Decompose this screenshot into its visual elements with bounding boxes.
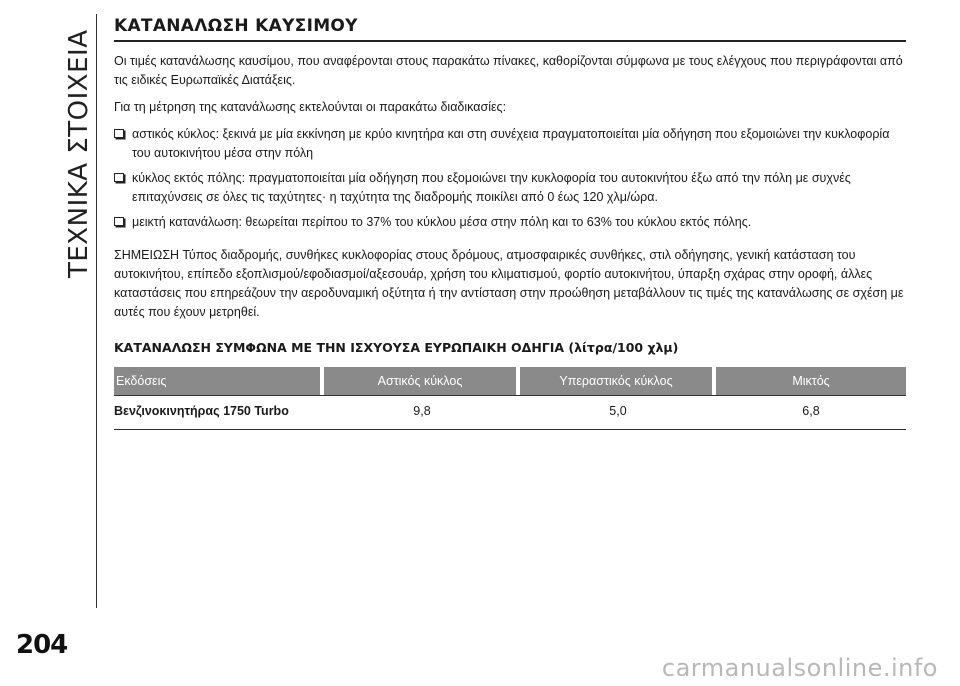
consumption-table (114, 367, 906, 430)
procedures-intro: Για τη μέτρηση της κατανάλωσης εκτελούνται οι παρακάτω διαδικασίες: (114, 100, 507, 114)
bullet-text: αστικός κύκλος: ξεκινά με μία εκκίνηση με κρύο κινητήρα και στη συνέχεια πραγματοποιείται μία οδήγηση που εξομοιώνει την κυκλοφορία του αυτοκινήτου μέσα στην πόλη (132, 127, 890, 160)
bullet-text: μεικτή κατανάλωση: θεωρείται περίπου το 37% του κύκλου μέσα στην πόλη και το 63% του κύκλου εκτός πόλης. (132, 215, 752, 229)
section-title: ΚΑΤΑΝΑΛΩΣΗ ΚΑΥΣΙΜΟΥ (114, 16, 906, 42)
table-row (114, 396, 906, 430)
cell-combined: 6,8 (802, 404, 820, 418)
checkbox-bullet-icon (114, 129, 124, 138)
header-versions: Εκδόσεις (114, 367, 320, 395)
bullet-item (114, 213, 906, 232)
bullet-text: κύκλος εκτός πόλης: πραγματοποιείται μία οδήγηση που εξομοιώνει την κυκλοφορία του αυτοκινήτου έξω από την πόλη με συχνές επιταχύνσεις σε όλες τις ταχύτητες· η ταχύτητα της διαδρομής ποικίλει από 0 έως 120 χλμ/ώρα. (132, 171, 851, 204)
cell-version: Βενζινοκινητήρας 1750 Turbo (114, 404, 289, 418)
checkbox-bullet-icon (114, 173, 124, 182)
page-number: 204 (16, 630, 68, 660)
table-header-row (114, 367, 906, 395)
side-divider (96, 14, 97, 608)
checkbox-bullet-icon (114, 217, 124, 226)
cell-urban: 9,8 (413, 404, 431, 418)
header-urban-cycle: Αστικός κύκλος (324, 367, 516, 395)
header-extra-urban-cycle: Υπεραστικός κύκλος (520, 367, 712, 395)
bullet-item (114, 169, 906, 207)
page-content (114, 16, 906, 430)
intro-paragraph: Οι τιμές κατανάλωσης καυσίμου, που αναφέρονται στους παρακάτω πίνακες, καθορίζονται σύμφωνα με τους ελέγχους που περιγράφονται από τις ειδικές Ευρωπαϊκές Διατάξεις. (114, 54, 903, 87)
table-title: ΚΑΤΑΝΑΛΩΣΗ ΣΥΜΦΩΝΑ ΜΕ ΤΗΝ ΙΣΧΥΟΥΣΑ ΕΥΡΩΠΑΙΚΗ ΟΔΗΓΙΑ (λίτρα/100 χλμ) (114, 340, 679, 355)
watermark-text: carmanualsonline.info (661, 654, 938, 682)
side-section-title: ΤΕΧΝΙΚΑ ΣΤΟΙΧΕΙΑ (64, 29, 94, 278)
header-combined: Μικτός (716, 367, 906, 395)
bullet-item (114, 125, 906, 163)
cell-extra-urban: 5,0 (609, 404, 627, 418)
note-paragraph: ΣΗΜΕΙΩΣΗ Τύπος διαδρομής, συνθήκες κυκλοφορίας στους δρόμους, ατμοσφαιρικές συνθήκες, στιλ οδήγησης, γενική κατάσταση του αυτοκινήτου, επίπεδο εξοπλισμού/εφοδιασμοί/αξεσουάρ, χρήση του κλιματισμού, φορτίο αυτοκινήτου, ύπαρξη σχάρας στην οροφή, άλλες καταστάσεις που επηρεάζουν την αεροδυναμική οξύτητα ή την αντίσταση στην προώθηση μεταβάλλουν τις τιμές της κατανάλωσης σε σχέση με αυτές που έχουν μετρηθεί. (114, 248, 904, 319)
